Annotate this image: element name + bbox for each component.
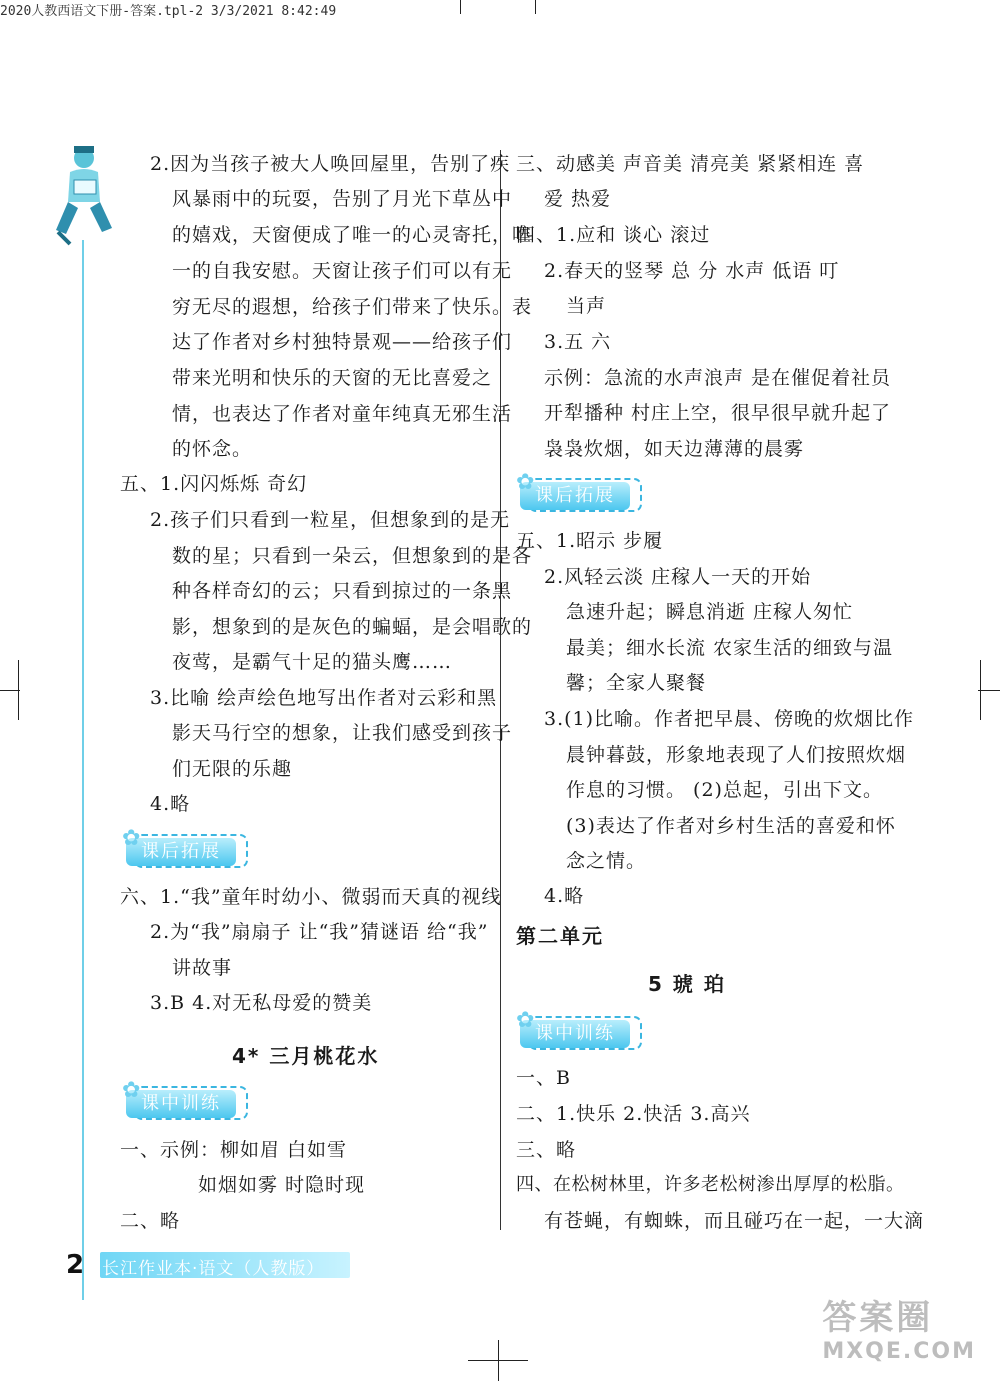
answer-line: 夜莺，是霸气十足的猫头鹰…… <box>172 651 453 673</box>
watermark-logo: 答案圈 MXQE.COM <box>822 1298 976 1364</box>
answer-line: 数的星；只看到一朵云，但想象到的是各 <box>172 545 533 567</box>
section-badge-kehou-tuozhan <box>122 826 258 866</box>
lesson-title: 4* 三月桃花水 <box>232 1044 380 1068</box>
crop-mark <box>498 1340 499 1381</box>
answer-line: 情，也表达了作者对童年纯真无邪生活 <box>172 403 513 425</box>
crop-mark <box>0 690 20 691</box>
section-badge-kezhong-xunlian <box>122 1078 258 1118</box>
flower-icon: ✿ <box>516 1008 535 1033</box>
page-number: 2 <box>66 1250 85 1280</box>
answer-line: 有苍蝇，有蜘蛛，而且碰巧在一起，一大滴 <box>544 1210 925 1232</box>
answer-line: 带来光明和快乐的天窗的无比喜爱之 <box>172 367 493 389</box>
answer-line: 二、1.快乐 2.快活 3.高兴 <box>516 1103 751 1125</box>
badge-label: 课后拓展 <box>126 838 236 866</box>
answer-line: 穷无尽的遐想，给孩子们带来了快乐。表 <box>172 296 533 318</box>
answer-line: 五、1.闪闪烁烁 奇幻 <box>120 473 308 495</box>
crop-mark <box>18 660 19 720</box>
section-badge-kehou-tuozhan <box>516 470 652 510</box>
answer-line: (3)表达了作者对乡村生活的喜爱和怀 <box>566 815 896 837</box>
answer-line: 示例：急流的水声浪声 是在催促着社员 <box>544 367 892 389</box>
answer-line: 达了作者对乡村独特景观——给孩子们 <box>172 331 513 353</box>
answer-line: 的嬉戏，天窗便成了唯一的心灵寄托，唯 <box>172 224 533 246</box>
unit-title: 第二单元 <box>516 924 604 948</box>
answer-line: 爱 热爱 <box>544 188 612 210</box>
answer-line: 讲故事 <box>172 957 233 979</box>
answer-line: 二、略 <box>120 1210 181 1232</box>
answer-line: 晨钟暮鼓，形象地表现了人们按照炊烟 <box>566 744 907 766</box>
answer-line: 五、1.昭示 步履 <box>516 530 664 552</box>
answer-line: 2.为“我”扇扇子 让“我”猜谜语 给“我” <box>150 921 489 943</box>
answer-line: 影天马行空的想象，让我们感受到孩子 <box>172 722 513 744</box>
answer-line: 馨；全家人聚餐 <box>566 672 707 694</box>
answer-line: 4.略 <box>150 793 191 815</box>
crop-mark <box>460 0 461 14</box>
answer-line: 们无限的乐趣 <box>172 758 293 780</box>
badge-label: 课中训练 <box>126 1090 236 1118</box>
answer-line: 3.五 六 <box>544 331 612 353</box>
crop-mark <box>978 690 1000 691</box>
answer-line: 四、在松树林里，许多老松树渗出厚厚的松脂。 <box>516 1174 905 1195</box>
print-header: 2020人教西语文下册-答案.tpl-2 3/3/2021 8:42:49 <box>0 4 337 19</box>
left-margin-rule <box>82 240 84 1300</box>
answer-line: 急速升起；瞬息消逝 庄稼人匆忙 <box>566 601 854 623</box>
crop-mark <box>980 660 981 720</box>
answer-line: 一、B <box>516 1067 571 1089</box>
answer-line: 一、示例：柳如眉 白如雪 <box>120 1139 348 1161</box>
flower-icon: ✿ <box>122 826 141 851</box>
answer-line: 当声 <box>566 295 607 317</box>
answer-line: 四、1.应和 谈心 滚过 <box>516 224 711 246</box>
answer-line: 的怀念。 <box>172 438 253 460</box>
answer-line: 3.比喻 绘声绘色地写出作者对云彩和黑 <box>150 687 498 709</box>
answer-line: 作息的习惯。 (2)总起，引出下文。 <box>566 779 883 801</box>
section-badge-kezhong-xunlian <box>516 1008 652 1048</box>
answer-line: 最美；细水长流 农家生活的细致与温 <box>566 637 894 659</box>
answer-line: 六、1.“我”童年时幼小、微弱而天真的视线 <box>120 886 502 908</box>
lesson-title: 5 琥 珀 <box>648 972 726 996</box>
answer-line: 一的自我安慰。天窗让孩子们可以有无 <box>172 260 513 282</box>
boy-reading-illustration <box>48 140 120 250</box>
answer-line: 4.略 <box>544 885 585 907</box>
flower-icon: ✿ <box>516 470 535 495</box>
answer-line: 2.因为当孩子被大人唤回屋里，告别了疾 <box>150 153 511 175</box>
answer-line: 开犁播种 村庄上空，很早很早就升起了 <box>544 402 892 424</box>
answer-line: 2.风轻云淡 庄稼人一天的开始 <box>544 566 812 588</box>
badge-label: 课中训练 <box>520 1020 630 1048</box>
book-title: 长江作业本·语文（人教版） <box>102 1259 325 1279</box>
answer-line: 影，想象到的是灰色的蝙蝠，是会唱歌的 <box>172 616 533 638</box>
answer-line: 三、动感美 声音美 清亮美 紧紧相连 喜 <box>516 153 865 175</box>
answer-line: 3.B 4.对无私母爱的赞美 <box>150 992 373 1014</box>
crop-mark <box>535 0 536 14</box>
answer-line: 袅袅炊烟，如天边薄薄的晨雾 <box>544 438 805 460</box>
answer-line: 如烟如雾 时隐时现 <box>198 1174 366 1196</box>
answer-line: 三、略 <box>516 1139 577 1161</box>
answer-line: 2.孩子们只看到一粒星，但想象到的是无 <box>150 509 511 531</box>
answer-line: 念之情。 <box>566 850 647 872</box>
answer-line: 风暴雨中的玩耍，告别了月光下草丛中 <box>172 188 513 210</box>
badge-label: 课后拓展 <box>520 482 630 510</box>
answer-line: 3.(1)比喻。作者把早晨、傍晚的炊烟比作 <box>544 708 915 730</box>
answer-line: 2.春天的竖琴 总 分 水声 低语 叮 <box>544 260 840 282</box>
answer-line: 种各样奇幻的云；只看到掠过的一条黑 <box>172 580 513 602</box>
flower-icon: ✿ <box>122 1078 141 1103</box>
